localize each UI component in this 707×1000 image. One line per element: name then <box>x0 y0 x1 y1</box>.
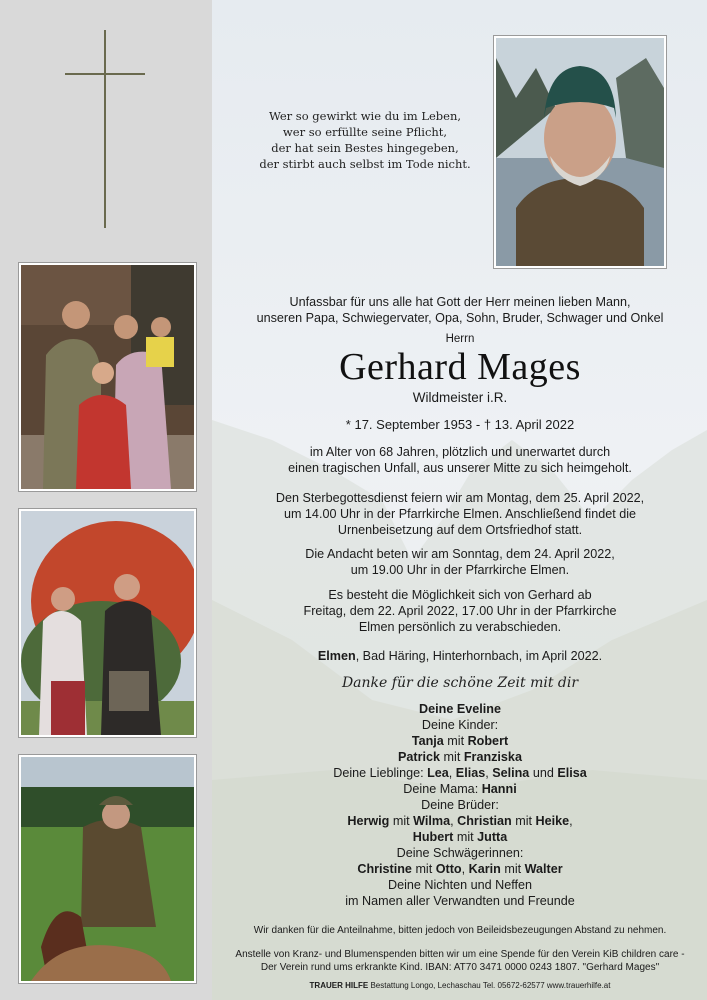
brother-partner: Wilma <box>413 814 451 828</box>
portrait-photo <box>494 36 666 268</box>
child-partner: Robert <box>467 734 509 748</box>
children-label: Deine Kinder: <box>421 718 499 732</box>
undertaker-info: Bestattung Longo, Lechaschau Tel. 05672-62577 www.trauerhilfe.at <box>370 981 611 990</box>
grandchild: Elisa <box>557 766 587 780</box>
brother: Christian <box>457 814 512 828</box>
sister-in-law: Christine <box>357 862 412 876</box>
und: und <box>532 766 554 780</box>
circumstance-line: einen tragischen Unfall, aus unserer Mitte zu sich heimgeholt. <box>288 461 632 475</box>
prayer-line: Die Andacht beten wir am Sonntag, dem 24. April 2022, <box>305 547 615 561</box>
mit: mit <box>415 862 433 876</box>
family-photo <box>19 263 196 491</box>
donation-line: Der Verein rund ums erkrankte Kind. IBAN: AT70 3471 0000 0243 1807. "Gerhard Mages" <box>260 962 660 973</box>
sister-in-law: Karin <box>468 862 501 876</box>
mourners-list: Deine Eveline Deine Kinder: Tanja mit Robert Patrick mit Franziska Deine Lieblinge: Lea, Elias, Selina und Elisa Deine Mama: Hanni Deine Brüder: Herwig mit Wilma, Christian mit Heike, Hubert mit Jutta Deine Schwägerinnen: Christine mit Otto, Karin mit Walter Deine Nichten und Neffen im Namen aller Verwandten und Freunde <box>225 701 695 909</box>
title <box>225 390 695 406</box>
mit: mit <box>447 734 465 748</box>
brothers-label: Deine Brüder: <box>421 798 499 812</box>
place-date <box>225 648 695 664</box>
child: Tanja <box>411 734 444 748</box>
prayer-block <box>225 546 695 578</box>
salutation-text: Herrn <box>445 333 475 345</box>
service-line: Den Sterbegottesdienst feiern wir am Montag, dem 25. April 2022, <box>275 491 645 505</box>
poem-line: Wer so gewirkt wie du im Leben, <box>268 109 462 123</box>
circumstance-line: im Alter von 68 Jahren, plötzlich und unerwartet durch <box>309 445 611 459</box>
poem-line: der stirbt auch selbst im Tode nicht. <box>259 157 471 171</box>
farewell-line: Freitag, dem 22. April 2022, 17.00 Uhr in der Pfarrkirche <box>303 604 617 618</box>
brother-partner: Heike <box>535 814 570 828</box>
child-partner: Franziska <box>463 750 522 764</box>
thanks-heading <box>225 675 695 691</box>
mit: mit <box>456 830 474 844</box>
donation-line: Anstelle von Kranz- und Blumenspenden bitten wir um eine Spende für den Verein KiB children care - <box>235 949 685 960</box>
dates-text: * 17. September 1953 - † 13. April 2022 <box>345 417 575 432</box>
farewell-block <box>225 587 695 635</box>
sister-in-law-partner: Walter <box>524 862 563 876</box>
footer-donation <box>225 948 695 974</box>
footer-condolence <box>225 924 695 937</box>
poem-line: wer so erfüllte seine Pflicht, <box>282 125 448 139</box>
poem <box>240 108 490 172</box>
place-bold: Elmen <box>317 649 356 663</box>
cross-icon <box>104 30 106 228</box>
condolence-text: Wir danken für die Anteilnahme, bitten jedoch von Beileidsbezeugungen Abstand zu nehmen. <box>253 925 667 936</box>
child: Patrick <box>398 750 441 764</box>
mother: Hanni <box>481 782 517 796</box>
brother-partner: Jutta <box>477 830 508 844</box>
mourner-wife: Deine Eveline <box>419 702 501 716</box>
salutation <box>225 331 695 347</box>
service-block <box>225 490 695 538</box>
place-rest: , Bad Häring, Hinterhornbach, im April 2022. <box>355 649 603 663</box>
mit: mit <box>392 814 410 828</box>
grandchild: Lea <box>427 766 449 780</box>
farewell-line: Es besteht die Möglichkeit sich von Gerhard ab <box>328 588 592 602</box>
intro-line: Unfassbar für uns alle hat Gott der Herr meinen lieben Mann, <box>289 295 631 309</box>
farewell-line: Elmen persönlich zu verabschieden. <box>358 620 562 634</box>
grandchildren-label: Deine Lieblinge: <box>333 766 424 780</box>
service-line: um 14.00 Uhr in der Pfarrkirche Elmen. Anschließend findet die <box>283 507 637 521</box>
grandchild: Elias <box>455 766 486 780</box>
title-text: Wildmeister i.R. <box>412 390 508 405</box>
couple-photo <box>19 509 196 737</box>
brother: Hubert <box>412 830 454 844</box>
undertaker-brand: TRAUER HILFE <box>309 981 369 990</box>
mother-label: Deine Mama: <box>403 782 479 796</box>
inlaws-label: Deine Schwägerinnen: <box>396 846 524 860</box>
poem-line: der hat sein Bestes hingegeben, <box>271 141 459 155</box>
sister-in-law-partner: Otto <box>435 862 462 876</box>
brother: Herwig <box>347 814 390 828</box>
hunting-photo <box>19 755 196 983</box>
prayer-line: um 19.00 Uhr in der Pfarrkirche Elmen. <box>350 563 570 577</box>
cross-icon-bar <box>65 73 145 75</box>
dates <box>225 417 695 433</box>
mit: mit <box>504 862 522 876</box>
circumstance-block <box>225 444 695 476</box>
grandchild: Selina <box>492 766 530 780</box>
intro-line: unseren Papa, Schwiegervater, Opa, Sohn, Bruder, Schwager und Onkel <box>256 311 664 325</box>
deceased-name <box>225 347 695 387</box>
relatives-line: im Namen aller Verwandten und Freunde <box>345 894 575 908</box>
footer-undertaker <box>225 980 695 991</box>
nieces-line: Deine Nichten und Neffen <box>388 878 532 892</box>
thanks-text: Danke für die schöne Zeit mit dir <box>341 675 579 691</box>
name-text: Gerhard Mages <box>339 346 581 388</box>
mit: mit <box>515 814 533 828</box>
mit: mit <box>443 750 461 764</box>
service-line: Urnenbeisetzung auf dem Ortsfriedhof statt. <box>337 523 583 537</box>
intro-block <box>225 294 695 326</box>
